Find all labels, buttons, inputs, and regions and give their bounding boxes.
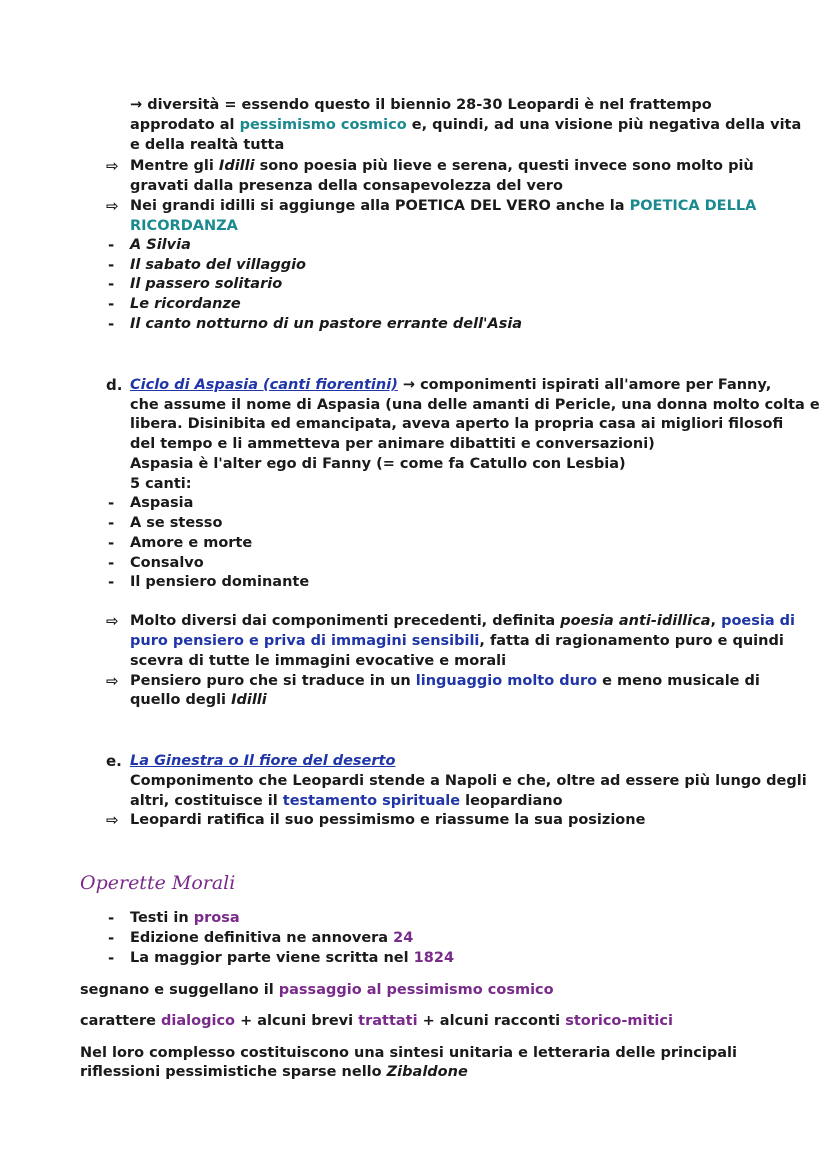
list-item: Edizione definitiva ne annovera 24 (130, 930, 414, 946)
section-heading-operette: Operette Morali (80, 872, 236, 894)
dash-bullet: - (108, 909, 115, 927)
list-item: Testi in prosa (130, 910, 240, 926)
text-line: Pensiero puro che si traduce in un linguaggio molto duro e meno musicale di (130, 673, 760, 689)
list-item: Il passero solitario (130, 276, 283, 292)
list-item: La maggior parte viene scritta nel 1824 (130, 950, 455, 966)
text-line: carattere dialogico + alcuni brevi trattati + alcuni racconti storico-mitici (80, 1013, 673, 1029)
text-line: Aspasia è l'alter ego di Fanny (= come fa Catullo con Lesbia) (130, 456, 626, 472)
arrow-bullet-icon: ⇨ (106, 811, 119, 829)
dash-bullet: - (108, 315, 115, 333)
text-line: Molto diversi dai componimenti precedenti, definita poesia anti-idillica, poesia di (130, 613, 796, 629)
list-item: A se stesso (130, 515, 223, 531)
section-title-aspasia: Ciclo di Aspasia (canti fiorentini) (130, 377, 398, 393)
text-line: e della realtà tutta (130, 137, 285, 153)
section-marker-d: d. (106, 376, 123, 394)
text-line: 5 canti: (130, 476, 192, 492)
list-item: Il pensiero dominante (130, 574, 310, 590)
text-line: del tempo e li ammetteva per animare dibattiti e conversazioni) (130, 436, 655, 452)
text-line: approdato al pessimismo cosmico e, quindi, ad una visione più negativa della vita (130, 117, 802, 133)
section-marker-e: e. (106, 752, 122, 770)
dash-bullet: - (108, 573, 115, 591)
list-item: Amore e morte (130, 535, 253, 551)
highlight-pessimismo-cosmico: pessimismo cosmico (239, 117, 407, 133)
dash-bullet: - (108, 236, 115, 254)
arrow-bullet-icon: ⇨ (106, 672, 119, 690)
text-line: Leopardi ratifica il suo pessimismo e riassume la sua posizione (130, 812, 646, 828)
dash-bullet: - (108, 534, 115, 552)
text-line: Ciclo di Aspasia (canti fiorentini) → componimenti ispirati all'amore per Fanny, (130, 377, 772, 393)
text-line: segnano e suggellano il passaggio al pessimismo cosmico (80, 982, 554, 998)
list-item: Il canto notturno di un pastore errante dell'Asia (130, 316, 523, 332)
dash-bullet: - (108, 929, 115, 947)
list-item: Consalvo (130, 555, 204, 571)
dash-bullet: - (108, 275, 115, 293)
dash-bullet: - (108, 494, 115, 512)
text-line: che assume il nome di Aspasia (una delle amanti di Pericle, una donna molto colta e (130, 397, 820, 413)
text-line: Nei grandi idilli si aggiunge alla POETICA DEL VERO anche la POETICA DELLA (130, 198, 757, 214)
arrow-bullet-icon: ⇨ (106, 157, 119, 175)
text-line: libera. Disinibita ed emancipata, aveva aperto la propria casa ai migliori filosofi (130, 416, 784, 432)
text-line: puro pensiero e priva di immagini sensibili, fatta di ragionamento puro e quindi (130, 633, 784, 649)
list-item: Aspasia (130, 495, 194, 511)
text-line: scevra di tutte le immagini evocative e morali (130, 653, 507, 669)
dash-bullet: - (108, 949, 115, 967)
list-item: Le ricordanze (130, 296, 241, 312)
dash-bullet: - (108, 514, 115, 532)
text-line: gravati dalla presenza della consapevolezza del vero (130, 178, 563, 194)
text-line: → diversità = essendo questo il biennio 28-30 Leopardi è nel frattempo (130, 97, 712, 113)
dash-bullet: - (108, 256, 115, 274)
text-line: altri, costituisce il testamento spirituale leopardiano (130, 793, 563, 809)
dash-bullet: - (108, 295, 115, 313)
text-line: RICORDANZA (130, 218, 238, 234)
arrow-bullet-icon: ⇨ (106, 612, 119, 630)
list-item: A Silvia (130, 237, 191, 253)
text-line: Mentre gli Idilli sono poesia più lieve e serena, questi invece sono molto più (130, 158, 754, 174)
text-line: Nel loro complesso costituiscono una sintesi unitaria e letteraria delle principali (80, 1045, 737, 1061)
section-title-ginestra: La Ginestra o Il fiore del deserto (130, 753, 396, 769)
text-line: quello degli Idilli (130, 692, 267, 708)
arrow-bullet-icon: ⇨ (106, 197, 119, 215)
list-item: Il sabato del villaggio (130, 257, 307, 273)
text-line: Componimento che Leopardi stende a Napoli e che, oltre ad essere più lungo degli (130, 773, 807, 789)
dash-bullet: - (108, 554, 115, 572)
text-line: riflessioni pessimistiche sparse nello Zibaldone (80, 1064, 468, 1080)
